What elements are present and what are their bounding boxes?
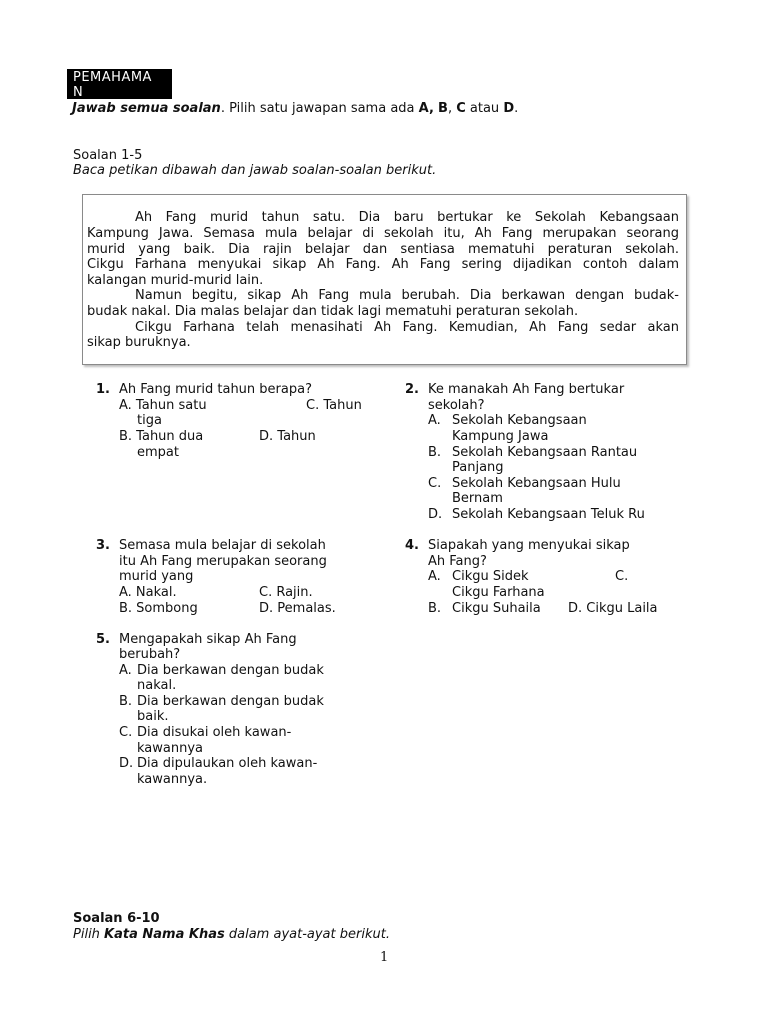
option-b: baik. — [137, 709, 169, 724]
question-number: 3. — [96, 538, 110, 553]
option-b: Sekolah Kebangsaan Rantau — [452, 445, 638, 460]
instruction-emphasis: Jawab semua soalan — [72, 101, 221, 116]
question-text: Ah Fang? — [428, 554, 487, 569]
question-text: Siapakah yang menyukai sikap — [428, 538, 630, 553]
passage-line: Ah Fang murid tahun satu. Dia baru bertukar ke Sekolah Kebangsaan — [135, 210, 679, 225]
section-label-line2: N — [73, 85, 84, 100]
section-2-subtitle — [73, 927, 390, 942]
question-text: itu Ah Fang merupakan seorang — [119, 554, 327, 569]
option-a-key: A. — [428, 569, 441, 584]
option-c: Sekolah Kebangsaan Hulu — [452, 476, 621, 491]
option-d: Sekolah Kebangsaan Teluk Ru — [452, 507, 645, 522]
option-a: Sekolah Kebangsaan — [452, 413, 587, 428]
instruction-sep: atau — [465, 101, 504, 116]
question-number: 1. — [96, 382, 110, 397]
option-b-key: B. — [428, 601, 442, 616]
instruction-text: . Pilih satu jawapan sama ada — [220, 101, 419, 116]
section-1-subtitle: Baca petikan dibawah dan jawab soalan-soalan berikut. — [73, 163, 437, 178]
option-d: D. Cikgu Laila — [568, 601, 658, 616]
option-d: kawannya. — [137, 772, 208, 787]
option-b-label: B — [438, 101, 448, 116]
option-a: nakal. — [137, 678, 177, 693]
question-text: berubah? — [119, 647, 181, 662]
passage-line: budak nakal. Dia malas belajar dan tidak lagi mematuhi peraturan sekolah. — [87, 304, 579, 319]
option-a-key: A. — [119, 663, 132, 678]
passage-line: kalangan murid-murid lain. — [87, 273, 264, 288]
option-b: Dia berkawan dengan budak — [137, 694, 324, 709]
option-c: kawannya — [137, 741, 204, 756]
section-2-subtitle-emphasis: Kata Nama Khas — [104, 927, 225, 942]
option-d-key: D. — [119, 756, 134, 771]
option-d-key: D. — [428, 507, 443, 522]
option-c: Bernam — [452, 491, 503, 506]
instruction — [72, 101, 518, 116]
option-c-key: C. — [119, 725, 133, 740]
question-text: Ke manakah Ah Fang bertukar — [428, 382, 625, 397]
passage-line: Cikgu Farhana telah menasihati Ah Fang. Kemudian, Ah Fang sedar akan — [135, 320, 679, 335]
option-a: A. Tahun satu — [119, 398, 207, 413]
passage-line: murid yang baik. Dia rajin belajar dan sentiasa mematuhi peraturan sekolah. — [87, 242, 679, 257]
option-a: Dia berkawan dengan budak — [137, 663, 324, 678]
question-number: 5. — [96, 632, 110, 647]
question-text: Ah Fang murid tahun berapa? — [119, 382, 312, 397]
question-number: 4. — [405, 538, 419, 553]
option-d-label: D — [503, 101, 515, 116]
section-label — [67, 69, 172, 99]
option-a: Cikgu Sidek — [452, 569, 529, 584]
option-a-key: A. — [428, 413, 441, 428]
section-2-title: Soalan 6-10 — [73, 911, 160, 926]
option-b: Cikgu Suhaila — [452, 601, 541, 616]
option-c-continued: tiga — [137, 413, 162, 428]
option-b: Panjang — [452, 460, 504, 475]
question-text: murid yang — [119, 569, 194, 584]
option-b: B. Sombong — [119, 601, 198, 616]
option-b: B. Tahun dua — [119, 429, 204, 444]
passage-line: sikap buruknya. — [87, 335, 191, 350]
option-d: D. Pemalas. — [259, 601, 336, 616]
page-number: 1 — [380, 950, 389, 965]
option-c: Dia disukai oleh kawan- — [137, 725, 292, 740]
option-b-key: B. — [428, 445, 442, 460]
instruction-end: . — [514, 101, 519, 116]
question-text: Semasa mula belajar di sekolah — [119, 538, 326, 553]
section-label-line1: PEMAHAMA — [73, 70, 152, 85]
option-c-key: C. — [615, 569, 629, 584]
option-c: C. Rajin. — [259, 585, 313, 600]
option-a-label: A, — [418, 101, 434, 116]
option-a: A. Nakal. — [119, 585, 177, 600]
option-d: Dia dipulaukan oleh kawan- — [137, 756, 318, 771]
question-number: 2. — [405, 382, 419, 397]
option-d-continued: empat — [137, 445, 179, 460]
option-c-key: C. — [428, 476, 442, 491]
passage-line: Cikgu Farhana menyukai sikap Ah Fang. Ah Fang sering dijadikan contoh dalam — [87, 257, 679, 272]
question-text: sekolah? — [428, 398, 485, 413]
section-1-title: Soalan 1-5 — [73, 148, 143, 163]
passage-line: Kampung Jawa. Semasa mula belajar di sekolah itu, Ah Fang merupakan seorang — [87, 226, 679, 241]
section-2-subtitle-text: Pilih — [73, 927, 105, 942]
option-d: D. Tahun — [259, 429, 316, 444]
question-text: Mengapakah sikap Ah Fang — [119, 632, 297, 647]
passage-line: Namun begitu, sikap Ah Fang mula berubah. Dia berkawan dengan budak- — [135, 288, 679, 303]
option-c-label: C — [456, 101, 466, 116]
option-c: C. Tahun — [306, 398, 362, 413]
instruction-sep: , — [447, 101, 457, 116]
section-2-subtitle-text: dalam ayat-ayat berikut. — [224, 927, 390, 942]
option-c: Cikgu Farhana — [452, 585, 545, 600]
option-b-key: B. — [119, 694, 133, 709]
option-a: Kampung Jawa — [452, 429, 549, 444]
